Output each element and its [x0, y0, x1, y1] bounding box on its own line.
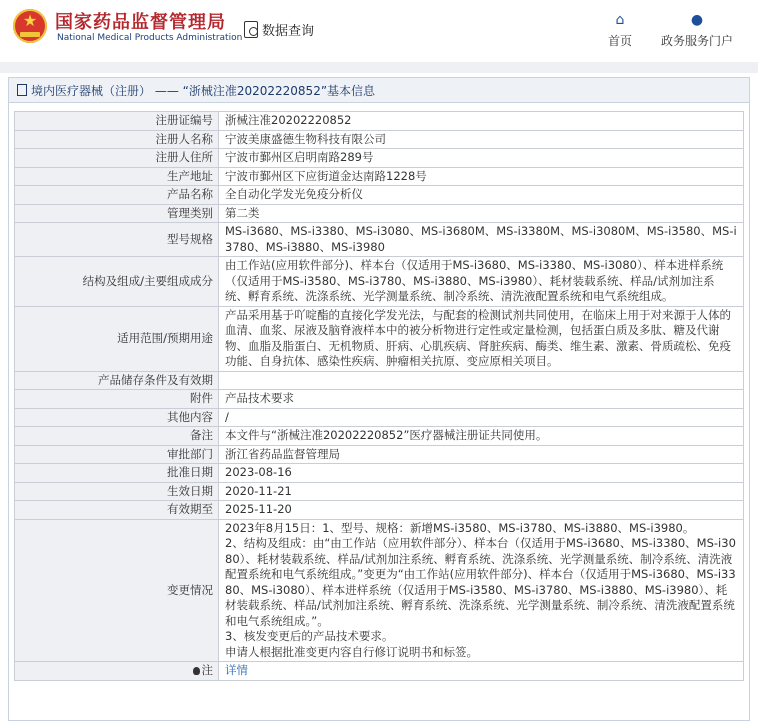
- field-label: 有效期至: [15, 501, 219, 520]
- data-query-label: 数据查询: [262, 23, 315, 39]
- field-label: 备注: [15, 427, 219, 446]
- field-label: 变更情况: [15, 519, 219, 662]
- change-history: [219, 519, 744, 662]
- field-label: 管理类别: [15, 204, 219, 223]
- field-label: 批准日期: [15, 464, 219, 483]
- field-value: 2020-11-21: [219, 482, 744, 501]
- nav-home[interactable]: [604, 12, 636, 49]
- field-label: 附件: [15, 390, 219, 409]
- field-value: 浙江省药品监督管理局: [219, 445, 744, 464]
- nav-portal-label: 政务服务门户: [660, 34, 733, 48]
- record-table: [14, 111, 744, 681]
- note-label: 注: [201, 663, 213, 677]
- search-icon: [244, 21, 258, 38]
- national-emblem-icon: ★: [13, 9, 47, 43]
- panel-title: 境内医疗器械（注册） —— “浙械注准20202220852”基本信息: [31, 83, 376, 98]
- org-name-cn: 国家药品监督管理局: [55, 12, 226, 33]
- table-row: [15, 427, 744, 446]
- table-row: [15, 662, 744, 681]
- table-row: [15, 371, 744, 390]
- table-row: [15, 112, 744, 131]
- user-icon: ●: [690, 12, 704, 28]
- field-value: 宁波市鄞州区启明南路289号: [219, 149, 744, 168]
- field-value: 宁波市鄞州区下应街道金达南路1228号: [219, 167, 744, 186]
- field-value: 浙械注准20202220852: [219, 112, 744, 131]
- field-value: 2023-08-16: [219, 464, 744, 483]
- panel-header: [9, 78, 749, 103]
- field-label: 注册人名称: [15, 130, 219, 149]
- note-value-cell: [219, 662, 744, 681]
- table-row: [15, 306, 744, 371]
- table-row: [15, 390, 744, 409]
- field-value: 产品采用基于吖啶酯的直接化学发光法，与配套的检测试剂共同使用，在临床上用于对来源于人体的血清、血浆、尿液及脑脊液样本中的被分析物进行定性或定量检测，包括蛋白质及多肽、糖及代谢物、血脂及脂蛋白、无机物质、肝病、心肌疾病、肾脏疾病、酶类、维生素、激素、骨质疏松、免疫功能、自身抗体、感染性疾病、肿瘤相关抗原、变应原相关项目。: [219, 306, 744, 371]
- header-divider: [0, 62, 758, 73]
- field-label: 其他内容: [15, 408, 219, 427]
- details-link[interactable]: 详情: [225, 663, 248, 677]
- table-row: [15, 408, 744, 427]
- table-row: [15, 186, 744, 205]
- table-row: [15, 167, 744, 186]
- data-query-link[interactable]: [244, 18, 314, 40]
- field-value: 由工作站(应用软件部分)、样本台（仅适用于MS-i3680、MS-i3380、MS-i3080）、样本进样系统（仅适用于MS-i3580、MS-i3780、MS-i3880、MS-i3980）、耗材装载系统、样品/试剂加注系统、孵育系统、洗涤系统、光学测量系统、制冷系统、清洗液配置系统和电气系统组成。: [219, 257, 744, 307]
- site-header: [0, 0, 758, 62]
- field-label: 注册证编号: [15, 112, 219, 131]
- field-value: 宁波美康盛德生物科技有限公司: [219, 130, 744, 149]
- table-row: [15, 445, 744, 464]
- table-row: [15, 464, 744, 483]
- field-label: 型号规格: [15, 223, 219, 257]
- table-row: [15, 149, 744, 168]
- field-value: 2025-11-20: [219, 501, 744, 520]
- field-value: 全自动化学发光免疫分析仪: [219, 186, 744, 205]
- field-label: 生产地址: [15, 167, 219, 186]
- detail-panel: [8, 77, 750, 721]
- field-label: 产品储存条件及有效期: [15, 371, 219, 390]
- document-icon: [17, 84, 27, 96]
- table-row: [15, 519, 744, 662]
- table-row: [15, 130, 744, 149]
- table-row: [15, 204, 744, 223]
- nav-service-portal[interactable]: [658, 12, 736, 49]
- field-label: 审批部门: [15, 445, 219, 464]
- change-line: 2023年8月15日：1、型号、规格：新增MS-i3580、MS-i3780、MS-i3880、MS-i3980。: [225, 520, 695, 535]
- change-line: 3、核发变更后的产品技术要求。: [225, 629, 394, 643]
- field-value: MS-i3680、MS-i3380、MS-i3080、MS-i3680M、MS-i3380M、MS-i3080M、MS-i3580、MS-i3780、MS-i3880、MS-i3980: [219, 223, 744, 257]
- nav-home-label: 首页: [607, 34, 632, 48]
- bulb-icon: [193, 667, 200, 675]
- field-label: 结构及组成/主要组成成分: [15, 257, 219, 307]
- home-icon: ⌂: [615, 12, 625, 28]
- org-name-en: National Medical Products Administration: [57, 33, 243, 43]
- field-value: [219, 371, 744, 390]
- table-row: [15, 223, 744, 257]
- field-value: 产品技术要求: [219, 390, 744, 409]
- field-label: 注册人住所: [15, 149, 219, 168]
- field-label: 适用范围/预期用途: [15, 306, 219, 371]
- field-value: 第二类: [219, 204, 744, 223]
- note-label-cell: [15, 662, 219, 681]
- table-row: [15, 482, 744, 501]
- field-value: 本文件与“浙械注准20202220852”医疗器械注册证共同使用。: [219, 427, 744, 446]
- field-label: 产品名称: [15, 186, 219, 205]
- table-row: [15, 257, 744, 307]
- table-row: [15, 501, 744, 520]
- change-line: 2、结构及组成：由“由工作站（应用软件部分）、样本台（仅适用于MS-i3680、MS-i3380、MS-i3080）、耗材装载系统、样品/试剂加注系统、孵育系统、洗涤系统、光学测量系统、制冷系统、清洗液配置系统和电气系统组成。”变更为“由工作站(应用软件部分)、样本台（仅适用于MS-i3680、MS-i3380、MS-i3080）、样本进样系统（仅适用于MS-i3580、MS-i3780、MS-i3880、MS-i3980）、耗材装载系统、样品/试剂加注系统、孵育系统、洗涤系统、光学测量系统、制冷系统、清洗液配置系统和电气系统组成。”。: [225, 536, 736, 628]
- change-line: 申请人根据批准变更内容自行修订说明书和标签。: [225, 644, 478, 659]
- field-label: 生效日期: [15, 482, 219, 501]
- field-value: /: [219, 408, 744, 427]
